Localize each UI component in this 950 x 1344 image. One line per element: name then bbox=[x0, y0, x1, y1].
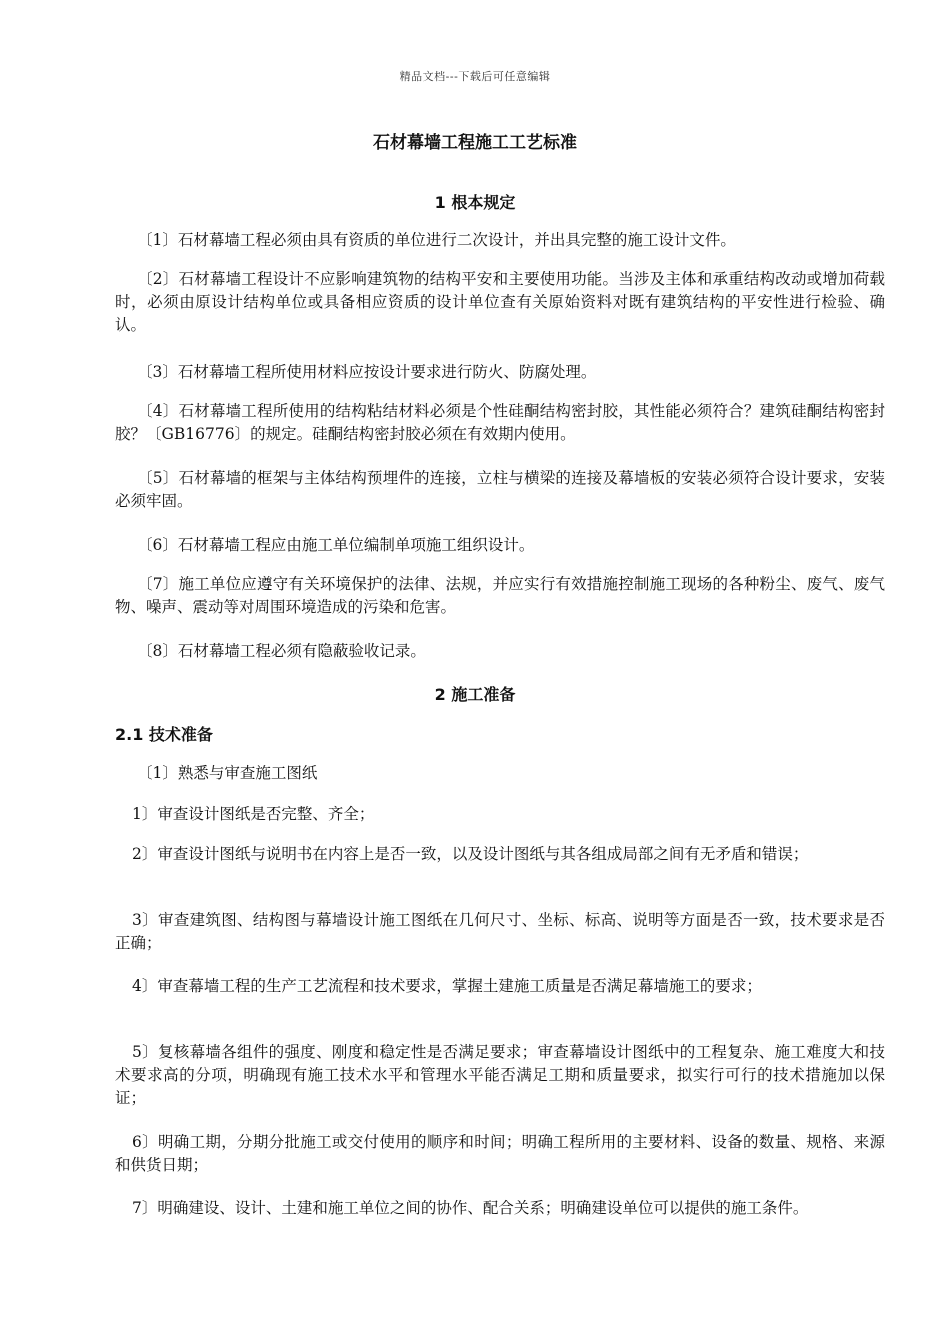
list-item-4: 4〕审查幕墙工程的生产工艺流程和技术要求，掌握土建施工质量是否满足幕墙施工的要求； bbox=[132, 977, 762, 995]
paragraph-1-2: 〔2〕石材幕墙工程设计不应影响建筑物的结构平安和主要使用功能。当涉及主体和承重结构改动或增加荷载时，必须由原设计结构单位或具备相应资质的设计单位查有关原始资料对既有建筑结构的平安性进行检验、确认。 bbox=[115, 270, 885, 334]
list-item-7: 7〕明确建设、设计、土建和施工单位之间的协作、配合关系；明确建设单位可以提供的施工条件。 bbox=[132, 1199, 809, 1217]
paragraph-1-3: 〔3〕石材幕墙工程所使用材料应按设计要求进行防火、防腐处理。 bbox=[137, 363, 597, 381]
document-title: 石材幕墙工程施工工艺标准 bbox=[373, 133, 577, 153]
list-item-3: 3〕审查建筑图、结构图与幕墙设计施工图纸在几何尺寸、坐标、标高、说明等方面是否一致，技术要求是否正确； bbox=[115, 911, 885, 952]
paragraph-1-1: 〔1〕石材幕墙工程必须由具有资质的单位进行二次设计，并出具完整的施工设计文件。 bbox=[137, 231, 736, 249]
paragraph-1-4: 〔4〕石材幕墙工程所使用的结构粘结材料必须是个性硅酮结构密封胶，其性能必须符合？建筑硅酮结构密封胶？〔GB16776〕的规定。硅酮结构密封胶必须在有效期内使用。 bbox=[115, 402, 885, 443]
header-note: 精品文档---下载后可任意编辑 bbox=[399, 70, 551, 83]
paragraph-1-5: 〔5〕石材幕墙的框架与主体结构预埋件的连接，立柱与横梁的连接及幕墙板的安装必须符合设计要求，安装必须牢固。 bbox=[115, 469, 885, 510]
paragraph-1-8: 〔8〕石材幕墙工程必须有隐蔽验收记录。 bbox=[137, 642, 426, 660]
subsection-heading-2-1: 2.1 技术准备 bbox=[115, 725, 213, 744]
list-item-5: 5〕复核幕墙各组件的强度、刚度和稳定性是否满足要求；审查幕墙设计图纸中的工程复杂、施工难度大和技术要求高的分项，明确现有施工技术水平和管理水平能否满足工期和质量要求，拟实行可行的技术措施加以保证； bbox=[115, 1043, 885, 1107]
section-heading-2: 2 施工准备 bbox=[434, 685, 516, 704]
list-item-2: 2〕审查设计图纸与说明书在内容上是否一致，以及设计图纸与其各组成局部之间有无矛盾和错误； bbox=[132, 845, 809, 863]
paragraph-1-6: 〔6〕石材幕墙工程应由施工单位编制单项施工组织设计。 bbox=[137, 536, 535, 554]
paragraph-2-1-intro: 〔1〕熟悉与审查施工图纸 bbox=[137, 764, 318, 782]
list-item-1: 1〕审查设计图纸是否完整、齐全； bbox=[132, 805, 375, 823]
list-item-6: 6〕明确工期，分期分批施工或交付使用的顺序和时间；明确工程所用的主要材料、设备的数量、规格、来源和供货日期； bbox=[115, 1133, 885, 1174]
paragraph-1-7: 〔7〕施工单位应遵守有关环境保护的法律、法规，并应实行有效措施控制施工现场的各种粉尘、废气、废气物、噪声、震动等对周围环境造成的污染和危害。 bbox=[115, 575, 885, 616]
section-heading-1: 1 根本规定 bbox=[434, 193, 516, 212]
